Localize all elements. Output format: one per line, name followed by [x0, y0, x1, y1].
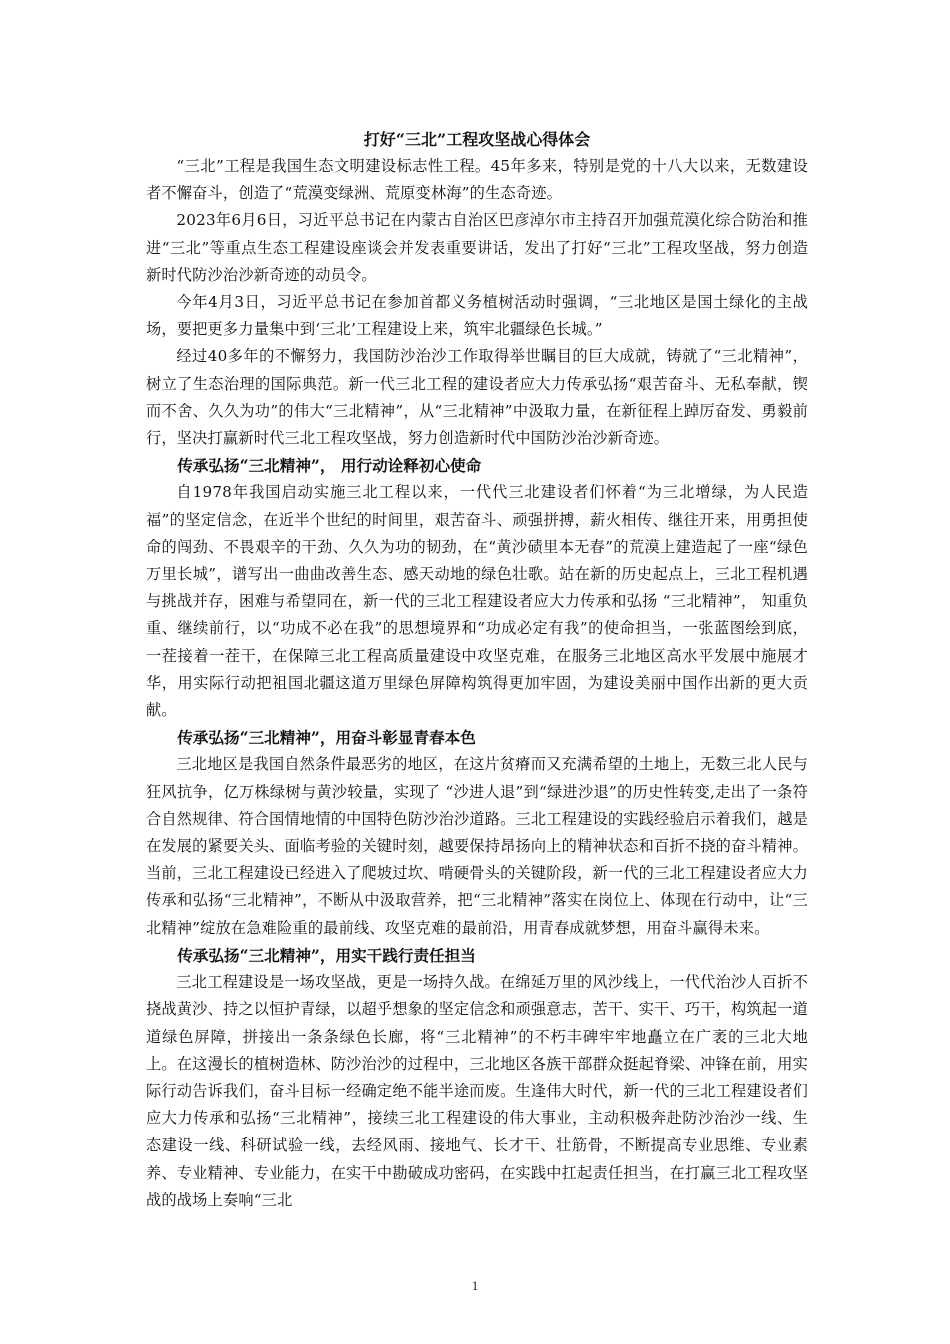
- intro-paragraph-4: 经过40多年的不懈努力，我国防沙治沙工作取得举世瞩目的巨大成就，铸就了“三北精神”，树立了生态治理的国际典范。新一代三北工程的建设者应大力传承弘扬“艰苦奋斗、无私奉献，锲而不舍、久久为功”的伟大“三北精神”，从“三北精神”中汲取力量，在新征程上踔厉奋发、勇毅前行，坚决打赢新时代三北工程攻坚战，努力创造新时代中国防沙治沙新奇迹。: [146, 347, 808, 448]
- intro-paragraph-1: “三北”工程是我国生态文明建设标志性工程。45年多来，特别是党的十八大以来，无数建设者不懈奋斗，创造了“荒漠变绿洲、荒原变林海”的生态奇迹。: [146, 157, 808, 203]
- section-heading-3: 传承弘扬“三北精神”，用实干践行责任担当: [177, 945, 476, 965]
- section-heading-1: 传承弘扬“三北精神”， 用行动诠释初心使命: [177, 456, 482, 476]
- intro-paragraph-3: 今年4月3日，习近平总书记在参加首都义务植树活动时强调，“三北地区是国土绿化的主战场，要把更多力量集中到‘三北’工程建设上来，筑牢北疆绿色长城。”: [146, 293, 808, 339]
- section-body-1: 自1978年我国启动实施三北工程以来，一代代三北建设者们怀着“为三北增绿，为人民造福”的坚定信念，在近半个世纪的时间里，艰苦奋斗、顽强拼搏，薪火相传、继往开来，用勇担使命的闯劲、不畏艰辛的干劲、久久为功的韧劲，在“黄沙碛里本无春”的荒漠上建造起了一座“绿色万里长城”，谱写出一曲曲改善生态、感天动地的绿色壮歌。站在新的历史起点上，三北工程机遇与挑战并存，困难与希望同在，新一代的三北工程建设者应大力传承和弘扬 “三北精神”， 知重负重、继续前行，以“功成不必在我”的思想境界和“功成必定有我”的使命担当，一张蓝图绘到底，一茬接着一茬干，在保障三北工程高质量建设中攻坚克难，在服务三北地区高水平发展中施展才华，用实际行动把祖国北疆这道万里绿色屏障构筑得更加牢固，为建设美丽中国作出新的更大贡献。: [146, 483, 808, 720]
- section-body-3: 三北工程建设是一场攻坚战，更是一场持久战。在绵延万里的风沙线上，一代代治沙人百折不挠战黄沙、持之以恒护青绿，以超乎想象的坚定信念和顽强意志，苦干、实干、巧干，构筑起一道道绿色屏障，拼接出一条条绿色长廊，将“三北精神”的不朽丰碑牢牢地矗立在广袤的三北大地上。在这漫长的植树造林、防沙治沙的过程中，三北地区各族干部群众挺起脊梁、冲锋在前，用实际行动告诉我们，奋斗目标一经确定绝不能半途而废。生逢伟大时代，新一代的三北工程建设者们应大力传承和弘扬“三北精神”，接续三北工程建设的伟大事业，主动积极奔赴防沙治沙一线、生态建设一线、科研试验一线，去经风雨、接地气、长才干、壮筋骨，不断提高专业思维、专业素养、专业精神、专业能力，在实干中勘破成功密码，在实践中扛起责任担当，在打赢三北工程攻坚战的战场上奏响“三北: [146, 973, 808, 1209]
- page-number: 1: [471, 1278, 479, 1293]
- document-body: [146, 126, 808, 1214]
- section-heading-2: 传承弘扬“三北精神”，用奋斗彰显青春本色: [177, 728, 476, 748]
- intro-paragraph-2: 2023年6月6日，习近平总书记在内蒙古自治区巴彦淖尔市主持召开加强荒漠化综合防治和推进“三北”等重点生态工程建设座谈会并发表重要讲话，发出了打好“三北”工程攻坚战，努力创造新时代防沙治沙新奇迹的动员令。: [146, 211, 808, 284]
- document-title: 打好“三北”工程攻坚战心得体会: [363, 130, 591, 149]
- section-body-2: 三北地区是我国自然条件最恶劣的地区，在这片贫瘠而又充满希望的土地上，无数三北人民与狂风抗争，亿万株绿树与黄沙较量，实现了 “沙进人退”到“绿进沙退”的历史性转变,走出了一条符合自然规律、符合国情地情的中国特色防沙治沙道路。三北工程建设的实践经验启示着我们，越是在发展的紧要关头、面临考验的关键时刻，越要保持昂扬向上的精神状态和百折不挠的奋斗精神。当前，三北工程建设已经进入了爬坡过坎、啃硬骨头的关键阶段，新一代的三北工程建设者应大力传承和弘扬“三北精神”，不断从中汲取营养，把“三北精神”落实在岗位上、体现在行动中，让“三北精神”绽放在急难险重的最前线、攻坚克难的最前沿，用青春成就梦想，用奋斗赢得未来。: [146, 755, 808, 937]
